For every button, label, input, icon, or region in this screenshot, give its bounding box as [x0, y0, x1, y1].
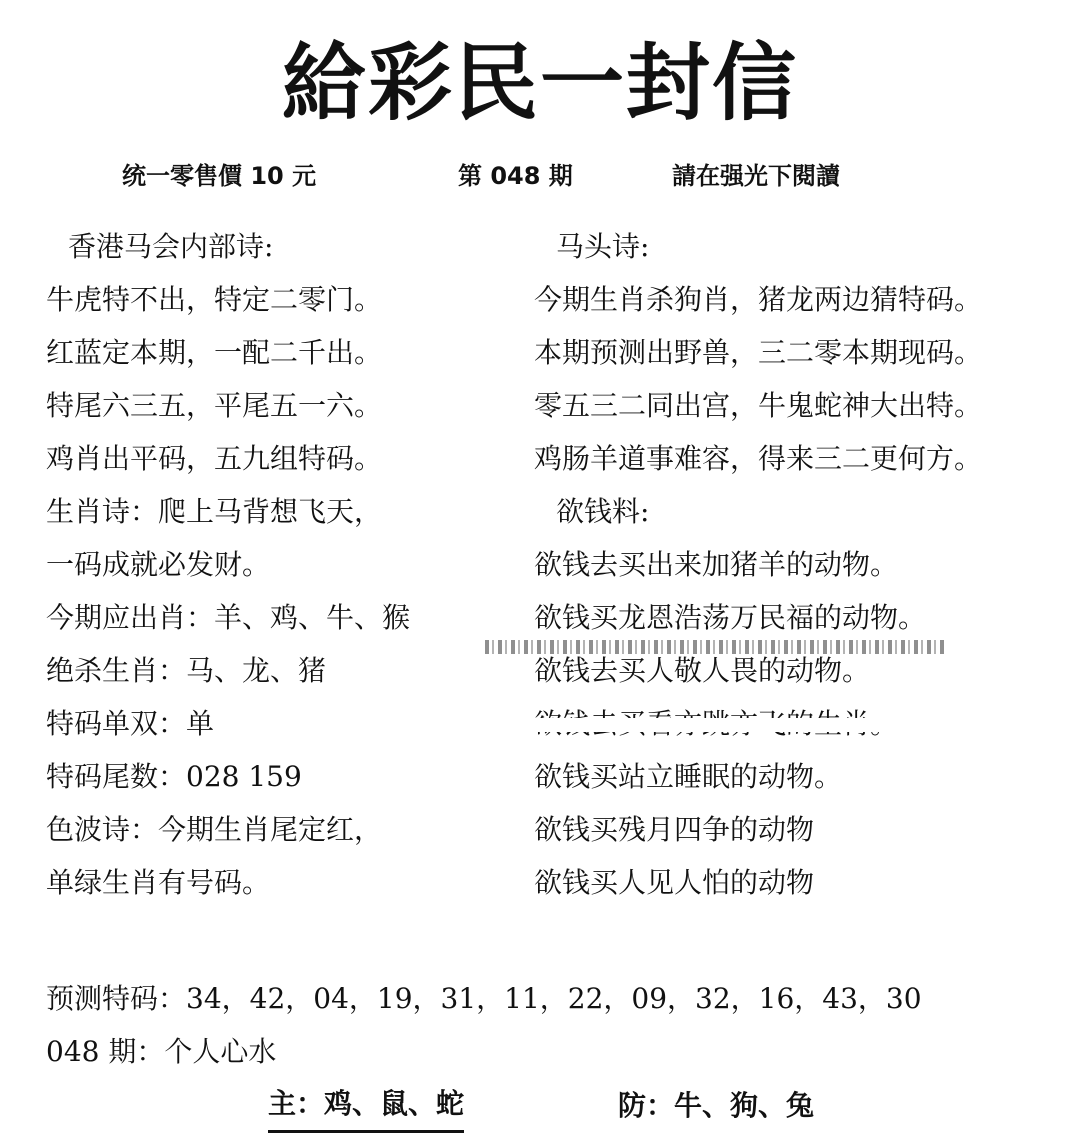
left-line: 单绿生肖有号码。	[46, 866, 271, 899]
left-line: 绝杀生肖：马、龙、猪	[46, 654, 327, 687]
guard-pick: 防：牛、狗、兔	[618, 1089, 815, 1122]
left-line: 红蓝定本期，一配二千出。	[46, 336, 383, 369]
left-line: 特码尾数：028 159	[46, 760, 302, 793]
print-cut	[534, 718, 934, 732]
right-line: 零五三二同出宫，牛鬼蛇神大出特。	[534, 389, 983, 422]
left-line: 今期应出肖：羊、鸡、牛、猴	[46, 601, 411, 634]
left-line: 一码成就必发财。	[46, 548, 271, 581]
right-column	[534, 220, 1054, 909]
left-line: 牛虎特不出，特定二零门。	[46, 283, 383, 316]
main-pick: 主：鸡、鼠、蛇	[268, 1082, 464, 1133]
left-column	[46, 220, 476, 909]
price-label: 统一零售價 10 元	[122, 162, 317, 190]
right-line: 欲钱买残月四争的动物	[534, 813, 815, 846]
issue-number: 第 048 期	[458, 162, 573, 190]
right-line: 本期预测出野兽，三二零本期现码。	[534, 336, 983, 369]
left-line: 特码单双：单	[46, 707, 215, 740]
right-line: 欲钱买人见人怕的动物	[534, 866, 815, 899]
right-heading: 马头诗:	[556, 230, 650, 263]
right-line: 欲钱去买出来加猪羊的动物。	[534, 548, 899, 581]
left-heading: 香港马会内部诗:	[68, 230, 274, 263]
right-line: 欲钱买站立睡眠的动物。	[534, 760, 843, 793]
left-line: 色波诗：今期生肖尾定红，	[46, 813, 383, 846]
right-line: 欲钱去买人敬人畏的动物。	[534, 654, 871, 687]
right-subheading: 欲钱料:	[556, 495, 650, 528]
right-line: 鸡肠羊道事难容，得来三二更何方。	[534, 442, 983, 475]
right-line: 欲钱买龙恩浩荡万民福的动物。	[534, 601, 927, 634]
left-line: 鸡肖出平码，五九组特码。	[46, 442, 383, 475]
issue-tip: 048 期：个人心水	[46, 1035, 277, 1068]
reading-note: 請在强光下閱讀	[672, 162, 840, 190]
right-line: 今期生肖杀狗肖，猪龙两边猜特码。	[534, 283, 983, 316]
left-line: 特尾六三五，平尾五一六。	[46, 389, 383, 422]
page-title: 給彩民一封信	[281, 34, 798, 132]
print-smudge	[485, 640, 945, 654]
forecast-numbers: 预测特码：34，42，04，19，31，11，22，09，32，16，43，30	[46, 982, 922, 1015]
left-line: 生肖诗：爬上马背想飞天，	[46, 495, 383, 528]
